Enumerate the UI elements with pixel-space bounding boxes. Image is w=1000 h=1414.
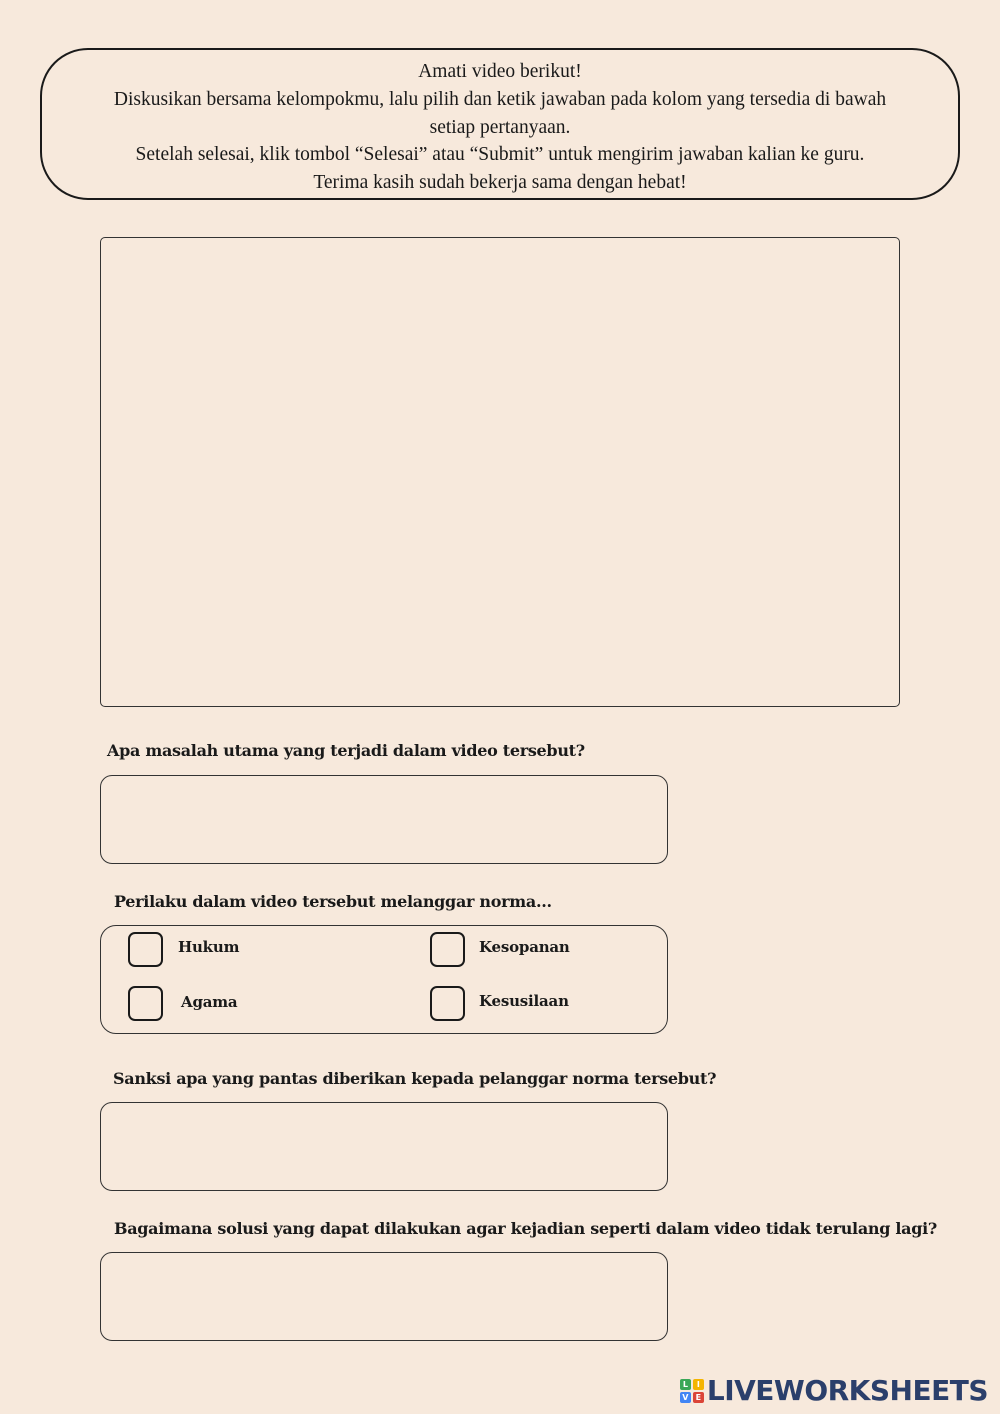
question-3: Sanksi apa yang pantas diberikan kepada pelanggar norma tersebut? [113,1069,717,1088]
logo-tile-i: I [693,1379,704,1390]
option-label-kesopanan: Kesopanan [479,938,570,956]
option-label-agama: Agama [181,993,238,1011]
logo-tile-v: V [680,1392,691,1403]
checkbox-kesusilaan[interactable] [430,986,465,1021]
video-embed[interactable] [100,237,900,707]
liveworksheets-logo[interactable] [680,1374,988,1407]
instruction-line-4: Setelah selesai, klik tombol “Selesai” atau “Submit” untuk mengirim jawaban kalian ke guru. [135,144,865,166]
option-label-kesusilaan: Kesusilaan [479,992,569,1010]
liveworksheets-wordmark: LIVEWORKSHEETS [706,1374,988,1407]
norm-options-group [100,925,668,1034]
instruction-line-3: setiap pertanyaan. [429,116,571,138]
question-2: Perilaku dalam video tersebut melanggar norma... [114,892,552,911]
instruction-line-2: Diskusikan bersama kelompokmu, lalu pilih dan ketik jawaban pada kolom yang tersedia di bawah [113,88,887,110]
answer-field-4[interactable] [100,1252,668,1341]
checkbox-kesopanan[interactable] [430,932,465,967]
answer-field-1[interactable] [100,775,668,864]
instruction-line-1: Amati video berikut! [418,61,582,82]
checkbox-hukum[interactable] [128,932,163,967]
instructions-box [40,48,960,200]
liveworksheets-icon [680,1379,704,1403]
question-1: Apa masalah utama yang terjadi dalam video tersebut? [107,741,585,760]
answer-field-3[interactable] [100,1102,668,1191]
checkbox-agama[interactable] [128,986,163,1021]
logo-tile-e: E [693,1392,704,1403]
option-label-hukum: Hukum [178,938,240,956]
logo-tile-l: L [680,1379,691,1390]
instruction-line-5: Terima kasih sudah bekerja sama dengan hebat! [313,172,687,194]
question-4: Bagaimana solusi yang dapat dilakukan agar kejadian seperti dalam video tidak terulang lagi? [114,1219,937,1238]
